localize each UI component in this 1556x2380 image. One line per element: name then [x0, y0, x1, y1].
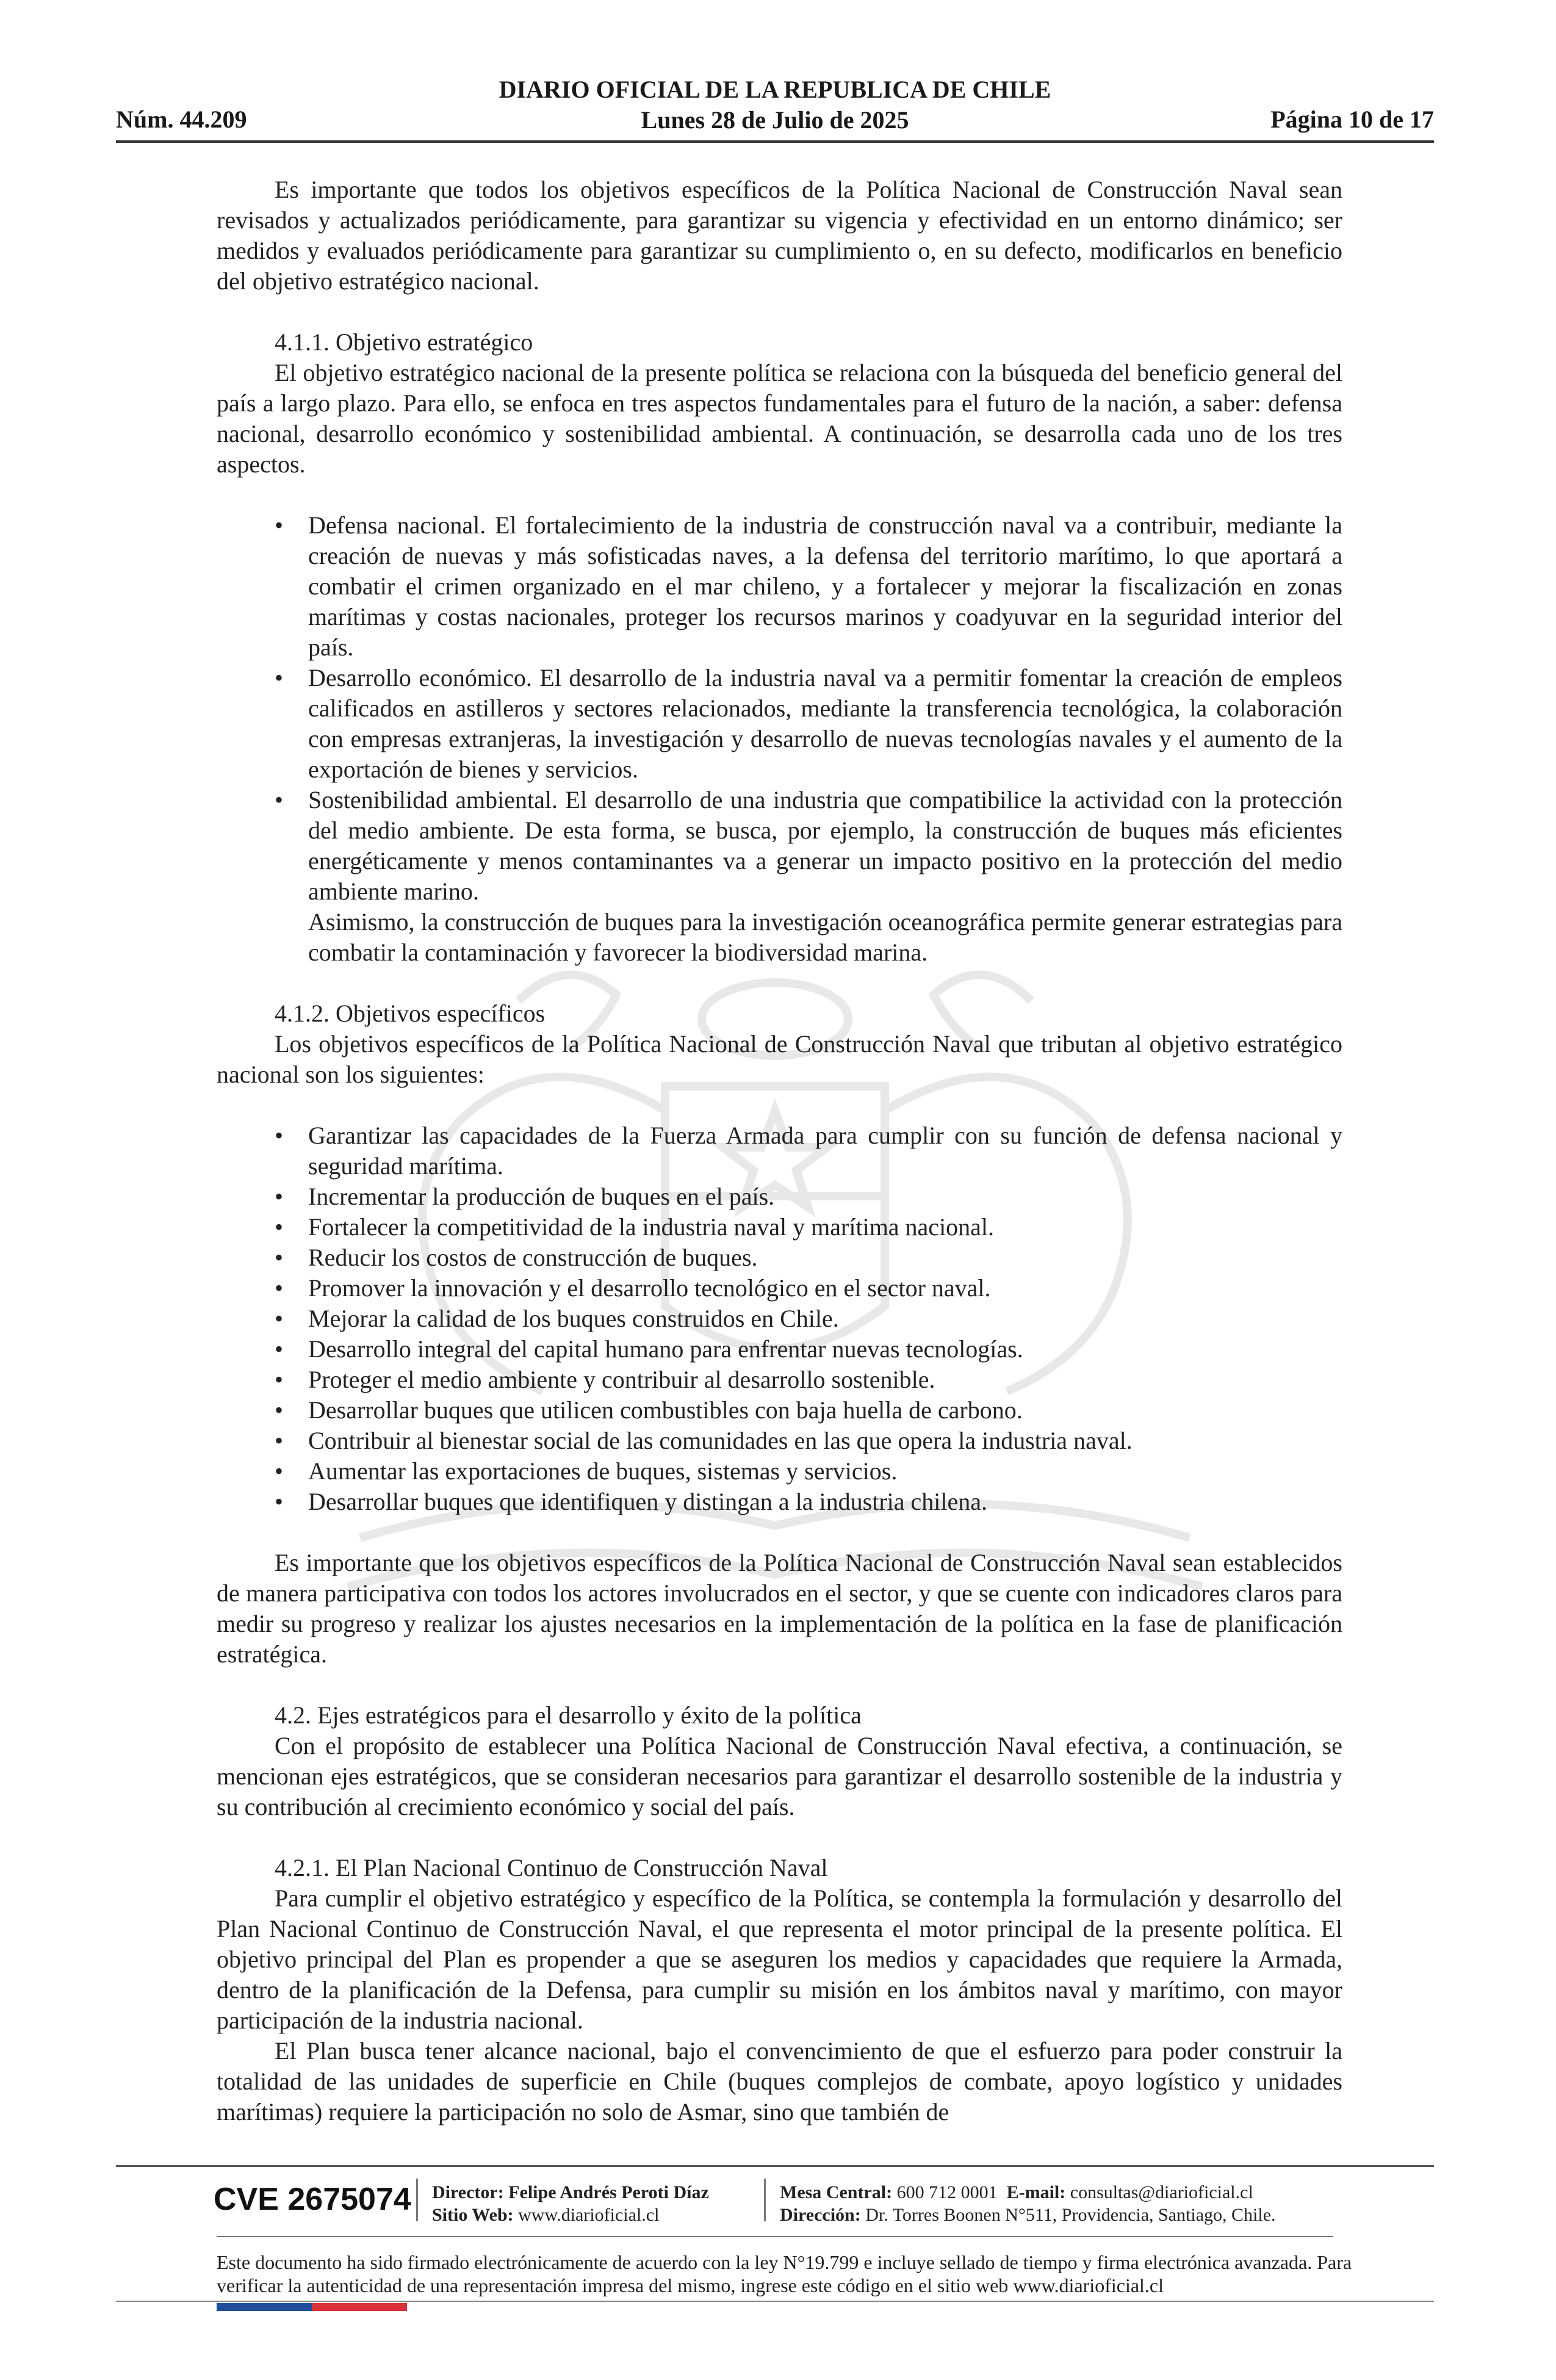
footer-divider [416, 2179, 418, 2221]
flag-bar-blue [217, 2303, 312, 2311]
list-item: • Desarrollar buques que utilicen combustibles con baja huella de carbono. [217, 1395, 1342, 1426]
aspects-continuation: Asimismo, la construcción de buques para la investigación oceanográfica permite generar estrategias para combatir la contaminación y favorecer la biodiversidad marina. [308, 908, 1342, 966]
address-label: Dirección: [780, 2205, 861, 2225]
list-item: • Mejorar la calidad de los buques construidos en Chile. [217, 1304, 1342, 1334]
section-4-2-1-text-1: Para cumplir el objetivo estratégico y específico de la Política, se contempla la formulación y desarrollo del Plan Nacional Continuo de Construcción Naval, el que representa el motor principal de la presente política. El objetivo principal del Plan es propender a que se aseguren los medios y capacidades que requiere la Armada, dentro de la planificación de la Defensa, para cumplir su misión en los ámbitos naval y marítimo, con mayor participación de la industria nacional. [217, 1884, 1342, 2034]
footer-contact-block [780, 2181, 1276, 2226]
signature-note: Este documento ha sido firmado electrónicamente de acuerdo con la ley N°19.799 e incluye sellado de tiempo y firma electrónica avanzada. Para verificar la autenticidad de una representación impresa del mismo, ingrese este código en el sitio web www.diarioficial.cl [217, 2251, 1352, 2296]
footer-divider [764, 2179, 766, 2221]
site-link[interactable]: www.diarioficial.cl [518, 2205, 660, 2225]
section-4-2-1-text-2: El Plan busca tener alcance nacional, bajo el convencimiento de que el esfuerzo para poder construir la totalidad de las unidades de superficie en Chile (buques complejos de combate, apoyo logístico y unidades marítimas) requiere la participación no solo de Asmar, sino que también de [217, 2037, 1342, 2126]
list-item: • Defensa nacional. El fortalecimiento de la industria de construcción naval va a contribuir, mediante la creación de nuevas y más sofisticadas naves, a la defensa del territorio marítimo, lo que aportará a combatir el crimen organizado en el mar chileno, y a fortalecer y mejorar la fiscalización en zonas marítimas y costas nacionales, proteger los recursos marinos y coadyuvar en la seguridad interior del país. [217, 510, 1342, 663]
list-item: • Garantizar las capacidades de la Fuerza Armada para cumplir con su función de defensa nacional y seguridad marítima. [217, 1120, 1342, 1181]
email-link[interactable]: consultas@diarioficial.cl [1070, 2182, 1253, 2202]
page-number: Página 10 de 17 [1270, 106, 1434, 133]
masthead [116, 74, 1434, 135]
publication-date: Lunes 28 de Julio de 2025 [641, 106, 909, 134]
footer-inner-divider [217, 2236, 1333, 2237]
section-4-1-1-text: El objetivo estratégico nacional de la presente política se relaciona con la búsqueda del beneficio general del país a largo plazo. Para ello, se enfoca en tres aspectos fundamentales para el futuro de la nación, a saber: defensa nacional, desarrollo económico y sostenibilidad ambiental. A continuación, se desarrolla cada uno de los tres aspectos. [217, 359, 1342, 478]
section-4-1-1-title: 4.1.1. Objetivo estratégico [275, 328, 533, 356]
list-item: • Incrementar la producción de buques en el país. [217, 1181, 1342, 1212]
address-value: Dr. Torres Boonen N°511, Providencia, Santiago, Chile. [865, 2205, 1276, 2225]
issue-number: Núm. 44.209 [116, 106, 247, 133]
list-item: • Desarrollo económico. El desarrollo de la industria naval va a permitir fomentar la creación de empleos calificados en astilleros y sectores relacionados, mediante la transferencia tecnológica, la colaboración con empresas extranjeras, la investigación y desarrollo de nuevas tecnologías navales y el aumento de la exportación de bienes y servicios. [217, 663, 1342, 785]
header-divider [116, 140, 1434, 143]
list-item: • Desarrollar buques que identifiquen y distingan a la industria chilena. [217, 1487, 1342, 1517]
director-name: Felipe Andrés Peroti Díaz [508, 2182, 709, 2202]
document-body [217, 175, 1342, 2127]
publication-title: DIARIO OFICIAL DE LA REPUBLICA DE CHILE [499, 76, 1051, 103]
phone-value: 600 712 0001 [896, 2182, 998, 2202]
cve-code: CVE 2675074 [214, 2182, 411, 2217]
site-label: Sitio Web: [432, 2205, 514, 2225]
section-4-2-title: 4.2. Ejes estratégicos para el desarrollo y éxito de la política [275, 1701, 862, 1729]
phone-label: Mesa Central: [780, 2182, 893, 2202]
footer-top-divider [116, 2165, 1434, 2167]
list-item: • Contribuir al bienestar social de las comunidades en las que opera la industria naval. [217, 1426, 1342, 1456]
list-item: • Reducir los costos de construcción de buques. [217, 1242, 1342, 1273]
section-4-1-2-text: Los objetivos específicos de la Política Nacional de Construcción Naval que tributan al objetivo estratégico nacional son los siguientes: [217, 1030, 1342, 1088]
list-item: • Promover la innovación y el desarrollo tecnológico en el sector naval. [217, 1273, 1342, 1304]
section-4-2-1-title: 4.2.1. El Plan Nacional Continuo de Construcción Naval [275, 1854, 828, 1881]
section-4-1-2-title: 4.1.2. Objetivos específicos [275, 1000, 546, 1027]
list-item: • Sostenibilidad ambiental. El desarrollo de una industria que compatibilice la actividad con la protección del medio ambiente. De esta forma, se busca, por ejemplo, la construcción de buques más eficientes energéticamente y menos contaminantes va a generar un impacto positivo en la protección del medio ambiente marino. [217, 785, 1342, 907]
section-4-2-text: Con el propósito de establecer una Política Nacional de Construcción Naval efectiva, a continuación, se mencionan ejes estratégicos, que se consideran necesarios para garantizar el desarrollo sostenible de la industria y su contribución al crecimiento económico y social del país. [217, 1732, 1342, 1820]
director-label: Director: [432, 2182, 504, 2202]
objectives-list [217, 1120, 1342, 1517]
email-label: E-mail: [1006, 2182, 1066, 2202]
flag-bar-red [312, 2303, 407, 2311]
list-item: • Proteger el medio ambiente y contribuir al desarrollo sostenible. [217, 1365, 1342, 1395]
intro-paragraph: Es importante que todos los objetivos específicos de la Política Nacional de Construcción Naval sean revisados y actualizados periódicamente, para garantizar su vigencia y efectividad en un entorno dinámico; ser medidos y evaluados periódicamente para garantizar su cumplimiento o, en su defecto, modificarlos en beneficio del objetivo estratégico nacional. [217, 176, 1342, 295]
list-item: • Aumentar las exportaciones de buques, sistemas y servicios. [217, 1456, 1342, 1487]
footer-director-block [432, 2181, 709, 2226]
list-item: • Desarrollo integral del capital humano para enfrentar nuevas tecnologías. [217, 1334, 1342, 1365]
page-header [116, 72, 1434, 145]
footer-bottom-divider [116, 2301, 1434, 2302]
objectives-note: Es importante que los objetivos específicos de la Política Nacional de Construcción Naval sean establecidos de manera participativa con todos los actores involucrados en el sector, y que se cuente con indicadores claros para medir su progreso y realizar los ajustes necesarios en la implementación de la política en la fase de planificación estratégica. [217, 1549, 1342, 1668]
list-item: • Fortalecer la competitividad de la industria naval y marítima nacional. [217, 1212, 1342, 1242]
aspects-list [217, 510, 1342, 907]
